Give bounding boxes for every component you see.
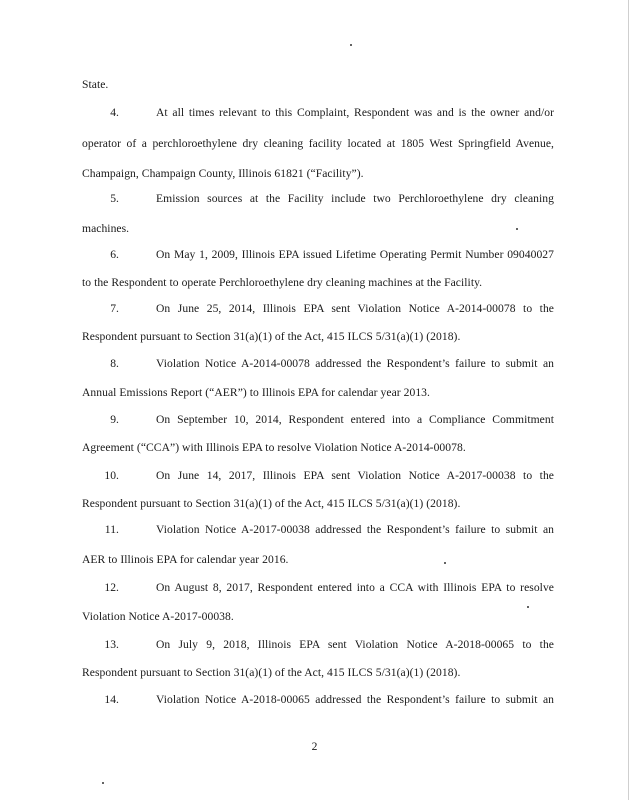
paragraph-text: On August 8, 2017, Respondent entered into a CCA with Illinois EPA to resolve xyxy=(156,581,554,594)
paragraph-7-line-2: Respondent pursuant to Section 31(a)(1) of the Act, 415 ILCS 5/31(a)(1) (2018). xyxy=(82,330,461,343)
paragraph-14-line-1 xyxy=(82,693,554,707)
scan-speck xyxy=(444,562,446,564)
continuation-text: State. xyxy=(82,78,109,91)
paragraph-13-line-1 xyxy=(82,638,554,652)
paragraph-4-line-2: operator of a perchloroethylene dry cleaning facility located at 1805 West Springfield Avenue, xyxy=(82,137,554,150)
paragraph-number: 4. xyxy=(110,106,119,119)
paragraph-9-line-2: Agreement (“CCA”) with Illinois EPA to resolve Violation Notice A-2014-00078. xyxy=(82,441,466,454)
paragraph-9-line-1 xyxy=(82,413,554,427)
paragraph-13-line-2: Respondent pursuant to Section 31(a)(1) of the Act, 415 ILCS 5/31(a)(1) (2018). xyxy=(82,666,461,679)
paragraph-10-line-1 xyxy=(82,469,554,483)
paragraph-text: Violation Notice A-2018-00065 addressed the Respondent’s failure to submit an xyxy=(156,693,554,706)
paragraph-text: On June 14, 2017, Illinois EPA sent Violation Notice A-2017-00038 to the xyxy=(156,469,554,482)
paragraph-text: At all times relevant to this Complaint, Respondent was and is the owner and/or xyxy=(156,106,554,119)
paragraph-text: Emission sources at the Facility include two Perchloroethylene dry cleaning xyxy=(156,192,554,205)
paragraph-11-line-1 xyxy=(82,523,554,537)
paragraph-text: On June 25, 2014, Illinois EPA sent Violation Notice A-2014-00078 to the xyxy=(156,302,554,315)
paragraph-12-line-2: Violation Notice A-2017-00038. xyxy=(82,610,234,623)
scan-speck xyxy=(516,228,518,230)
paragraph-8-line-2: Annual Emissions Report (“AER”) to Illinois EPA for calendar year 2013. xyxy=(82,386,430,399)
paragraph-12-line-1 xyxy=(82,581,554,595)
paragraph-text: On September 10, 2014, Respondent entered into a Compliance Commitment xyxy=(156,413,554,426)
paragraph-number: 14. xyxy=(104,693,119,706)
paragraph-6-line-2: to the Respondent to operate Perchloroethylene dry cleaning machines at the Facility. xyxy=(82,276,483,289)
paragraph-number: 11. xyxy=(104,523,119,536)
paragraph-text: Violation Notice A-2014-00078 addressed the Respondent’s failure to submit an xyxy=(156,357,554,370)
paragraph-text: On May 1, 2009, Illinois EPA issued Lifetime Operating Permit Number 09040027 xyxy=(156,248,554,261)
paragraph-5-line-2: machines. xyxy=(82,222,130,235)
paragraph-number: 6. xyxy=(110,248,119,261)
scan-speck xyxy=(350,44,352,46)
paragraph-10-line-2: Respondent pursuant to Section 31(a)(1) of the Act, 415 ILCS 5/31(a)(1) (2018). xyxy=(82,497,461,510)
paragraph-7-line-1 xyxy=(82,302,554,316)
paragraph-number: 5. xyxy=(110,192,119,205)
scan-speck xyxy=(102,782,104,784)
paragraph-number: 9. xyxy=(110,413,119,426)
paragraph-8-line-1 xyxy=(82,357,554,371)
paragraph-number: 7. xyxy=(110,302,119,315)
paragraph-text: Violation Notice A-2017-00038 addressed the Respondent’s failure to submit an xyxy=(156,523,554,536)
paragraph-5-line-1 xyxy=(82,192,554,206)
scan-speck xyxy=(527,606,529,608)
paragraph-number: 12. xyxy=(104,581,119,594)
paragraph-number: 8. xyxy=(110,357,119,370)
paragraph-number: 13. xyxy=(104,638,119,651)
paragraph-text: On July 9, 2018, Illinois EPA sent Violation Notice A-2018-00065 to the xyxy=(156,638,554,651)
paragraph-6-line-1 xyxy=(82,248,554,262)
paragraph-11-line-2: AER to Illinois EPA for calendar year 2016. xyxy=(82,553,289,566)
paragraph-number: 10. xyxy=(104,469,119,482)
page-number: 2 xyxy=(311,740,318,753)
paragraph-4-line-3: Champaign, Champaign County, Illinois 61821 (“Facility”). xyxy=(82,167,364,180)
paragraph-4-line-1 xyxy=(82,106,554,120)
